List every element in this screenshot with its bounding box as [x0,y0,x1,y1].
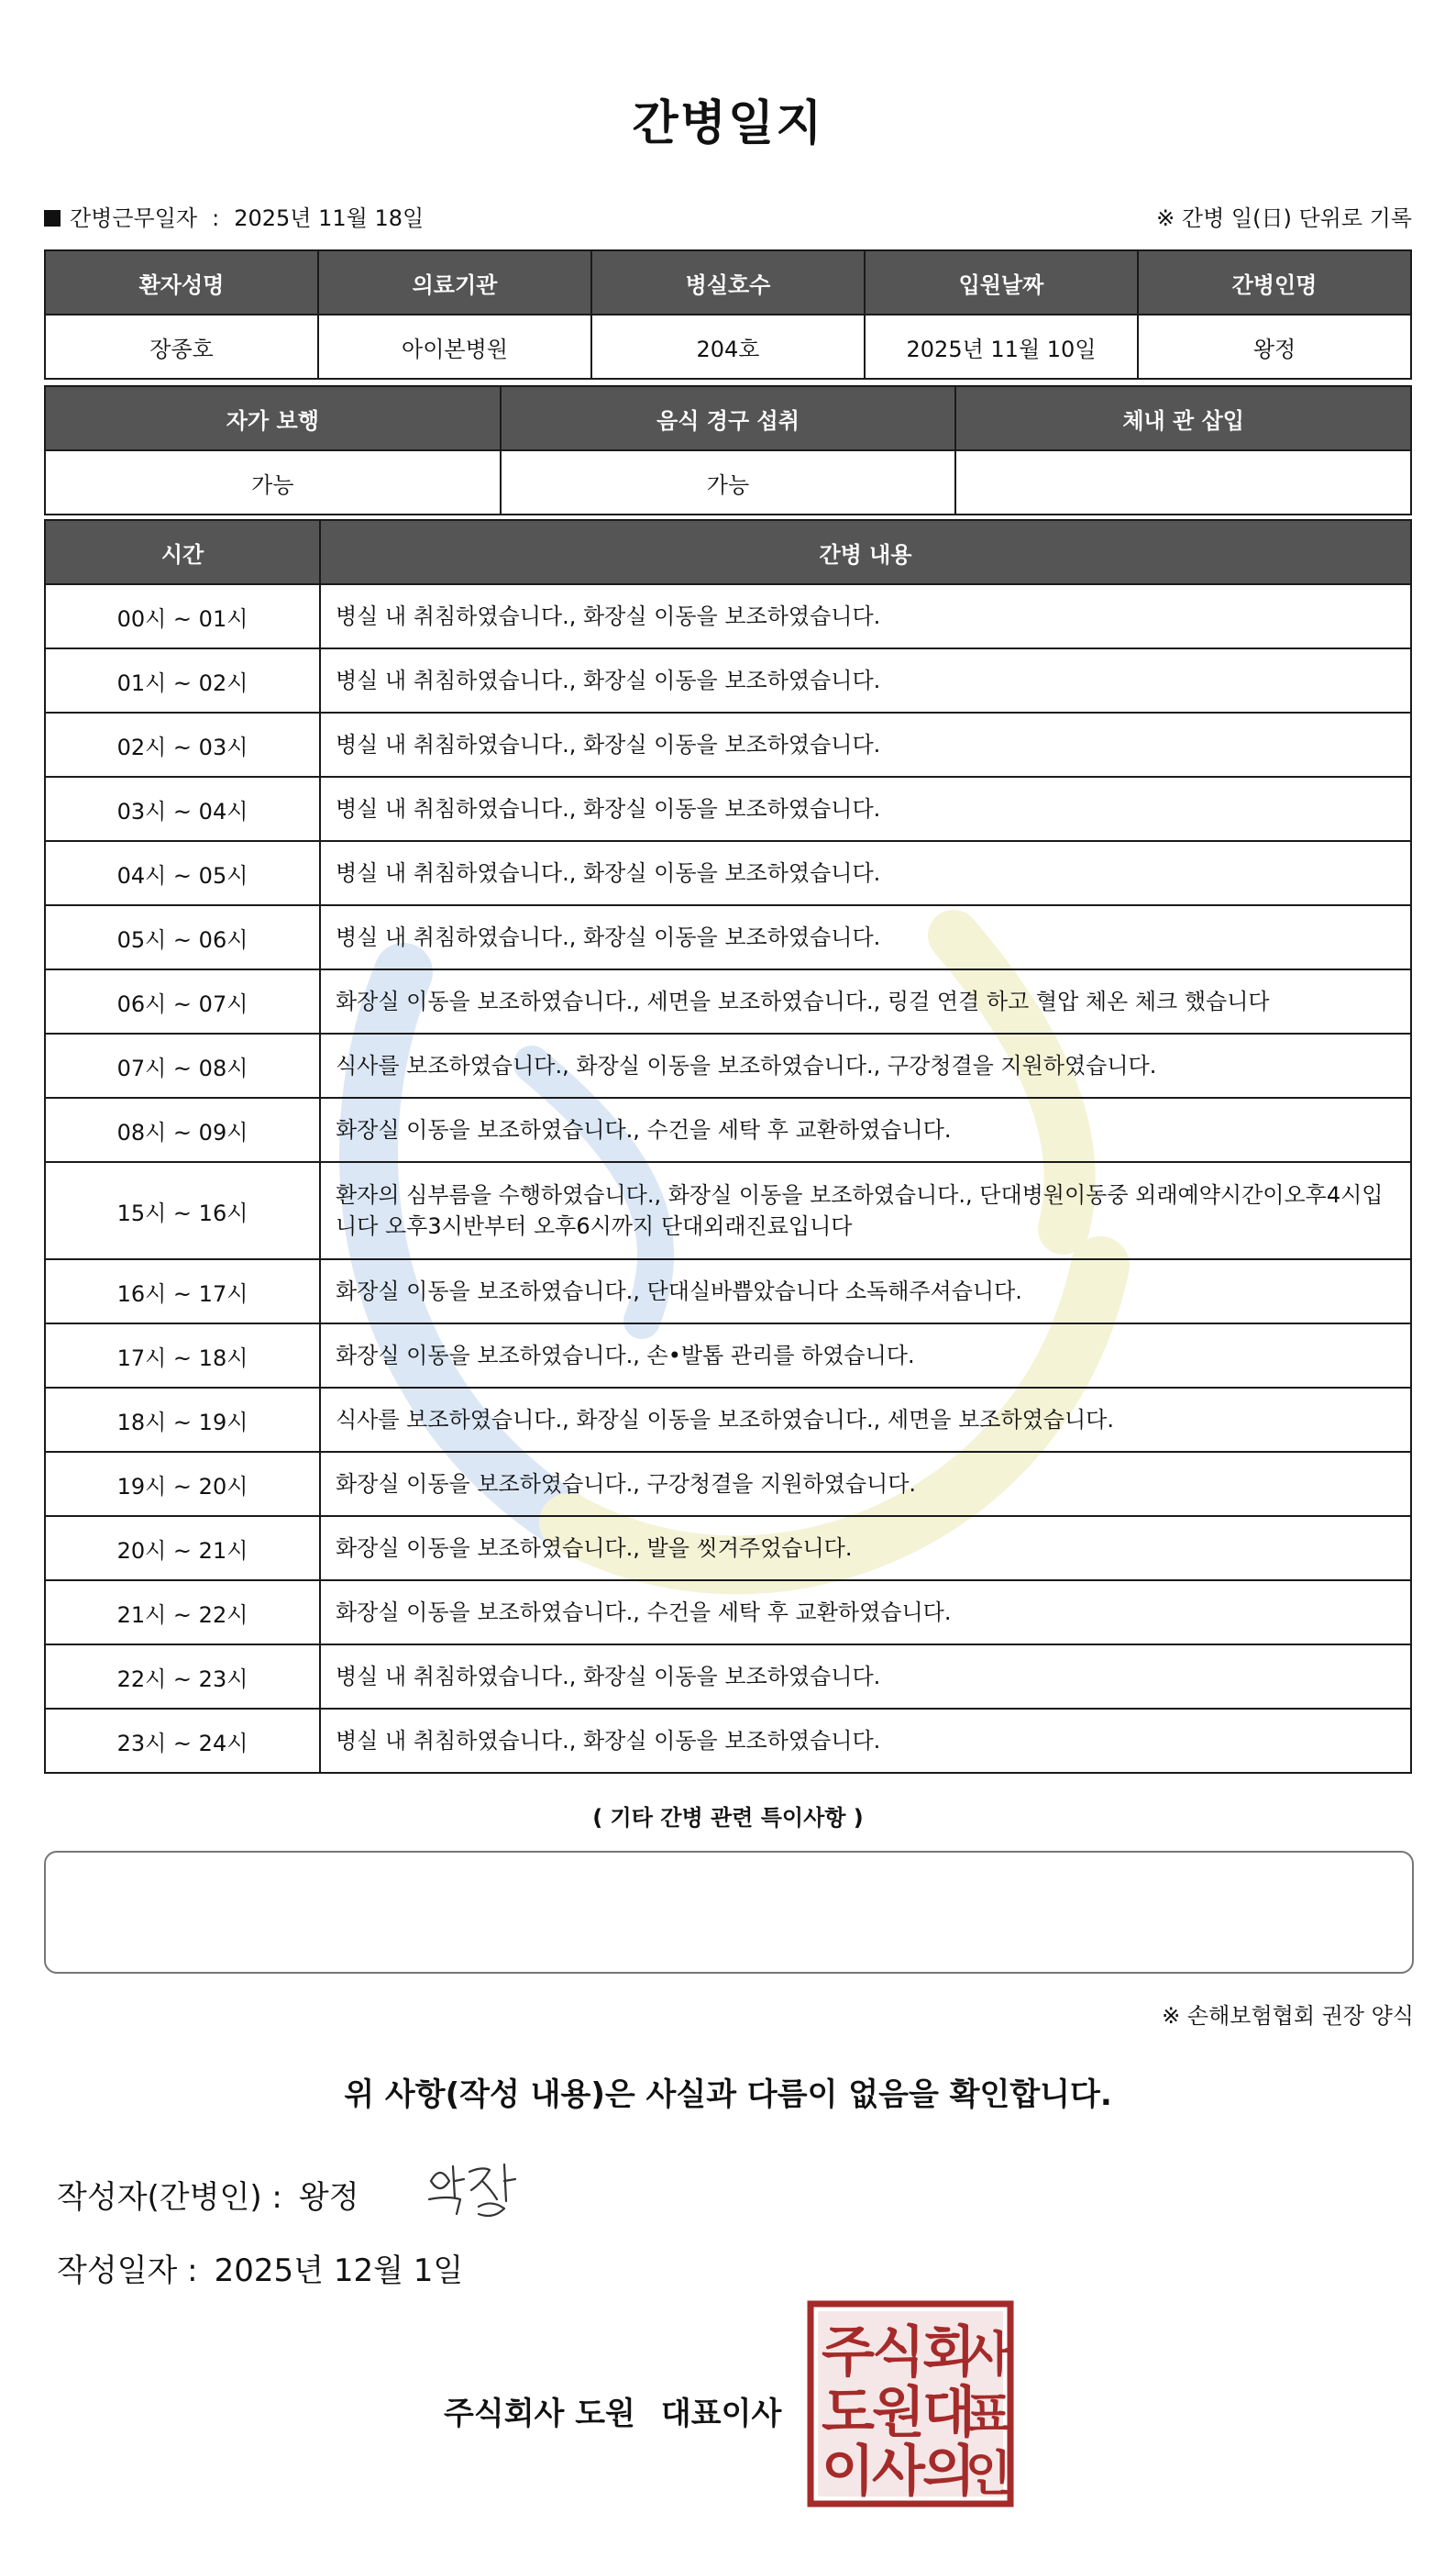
company-seal-stamp [807,2300,1014,2507]
log-time: 01시 ~ 02시 [45,648,320,713]
svg-text:사: 사 [872,2440,925,2504]
written-date-label: 작성일자 : [57,2253,198,2289]
hospital-name: 아이본병원 [318,315,591,379]
log-time: 21시 ~ 22시 [45,1580,320,1644]
table-row [45,777,1411,841]
log-time: 03시 ~ 04시 [45,777,320,841]
table-row [45,905,1411,969]
log-time: 05시 ~ 06시 [45,905,320,969]
log-time: 06시 ~ 07시 [45,969,320,1034]
svg-text:의: 의 [922,2440,976,2504]
svg-text:도: 도 [822,2381,875,2445]
log-content: 병실 내 취침하였습니다., 화장실 이동을 보조하였습니다. [320,777,1411,841]
log-time: 16시 ~ 17시 [45,1259,320,1323]
log-content: 병실 내 취침하였습니다., 화장실 이동을 보조하였습니다. [320,584,1411,648]
log-time: 04시 ~ 05시 [45,841,320,905]
company-signature-line [444,2388,781,2433]
header-room-number: 병실호수 [591,250,865,315]
table-row [45,969,1411,1034]
header-time: 시간 [45,520,320,584]
svg-text:식: 식 [872,2320,925,2385]
work-date-label: 간병근무일자 [70,205,198,231]
table-row [45,1452,1411,1516]
table-row [45,1098,1411,1162]
log-content: 화장실 이동을 보조하였습니다., 세면을 보조하였습니다., 링걸 연결 하고 혈압 체온 체크 했습니다 [320,969,1411,1034]
table-row [45,1259,1411,1323]
log-content: 환자의 심부름을 수행하였습니다., 화장실 이동을 보조하였습니다., 단대병원이동중 외래예약시간이오후4시입니다 오후3시반부터 오후6시까지 단대외래진료입니다 [320,1162,1411,1259]
record-unit-note: ※ 간병 일(日) 단위로 기록 [1156,205,1412,231]
log-time: 17시 ~ 18시 [45,1323,320,1388]
header-care-content: 간병 내용 [320,520,1411,584]
admission-date: 2025년 11월 10일 [865,315,1138,379]
care-log-body [45,584,1411,1773]
confirmation-statement: 위 사항(작성 내용)은 사실과 다름이 없음을 확인합니다. [344,2076,1112,2113]
log-time: 02시 ~ 03시 [45,713,320,777]
log-time: 22시 ~ 23시 [45,1644,320,1709]
log-content: 화장실 이동을 보조하였습니다., 수건을 세탁 후 교환하였습니다. [320,1580,1411,1644]
table-row [45,713,1411,777]
log-content: 화장실 이동을 보조하였습니다., 손•발톱 관리를 하였습니다. [320,1323,1411,1388]
patient-name: 장종호 [45,315,318,379]
table-row [45,1644,1411,1709]
log-content: 병실 내 취침하였습니다., 화장실 이동을 보조하였습니다. [320,905,1411,969]
table-row [45,841,1411,905]
log-content: 식사를 보조하였습니다., 화장실 이동을 보조하였습니다., 세면을 보조하였습니다. [320,1388,1411,1452]
representative-title: 대표이사 [660,2396,782,2432]
log-content: 병실 내 취침하였습니다., 화장실 이동을 보조하였습니다. [320,841,1411,905]
patient-info-table [44,249,1412,380]
separator: : [212,205,220,231]
log-time: 20시 ~ 21시 [45,1516,320,1580]
self-walking-value: 가능 [45,450,501,515]
table-row [45,1516,1411,1580]
log-time: 23시 ~ 24시 [45,1709,320,1773]
writer-name: 왕정 [298,2179,359,2216]
log-content: 화장실 이동을 보조하였습니다., 수건을 세탁 후 교환하였습니다. [320,1098,1411,1162]
table-row [45,1323,1411,1388]
page-title: 간병일지 [632,96,824,151]
table-row [45,584,1411,648]
header-hospital: 의료기관 [318,250,591,315]
log-content: 병실 내 취침하였습니다., 화장실 이동을 보조하였습니다. [320,713,1411,777]
header-admission-date: 입원날짜 [865,250,1138,315]
table-row [45,1580,1411,1644]
svg-text:주: 주 [822,2320,875,2385]
patient-status-table [44,385,1412,515]
special-notes-label: ( 기타 간병 관련 특이사항 ) [592,1805,864,1831]
header-oral-intake: 음식 경구 섭취 [501,386,956,450]
tube-insertion-value [955,450,1411,515]
square-bullet-icon [44,210,61,227]
table-row [45,1709,1411,1773]
log-content: 병실 내 취침하였습니다., 화장실 이동을 보조하였습니다. [320,1709,1411,1773]
table-row [45,1162,1411,1259]
svg-text:이: 이 [822,2440,875,2504]
special-notes-box [44,1851,1414,1974]
svg-text:표: 표 [965,2388,1012,2443]
svg-text:원: 원 [872,2381,925,2445]
header-caregiver-name: 간병인명 [1138,250,1411,315]
table-row [45,1034,1411,1098]
caregiver-name: 왕정 [1138,315,1411,379]
header-tube-insertion: 체내 관 삽입 [955,386,1411,450]
svg-text:인: 인 [965,2447,1012,2502]
log-time: 19시 ~ 20시 [45,1452,320,1516]
company-name: 주식회사 도원 [444,2396,635,2432]
log-content: 병실 내 취침하였습니다., 화장실 이동을 보조하였습니다. [320,1644,1411,1709]
care-log-table [44,519,1412,1774]
written-date-row [57,2245,463,2290]
written-date-value: 2025년 12월 1일 [214,2253,464,2289]
log-time: 08시 ~ 09시 [45,1098,320,1162]
header-self-walking: 자가 보행 [45,386,501,450]
log-content: 화장실 이동을 보조하였습니다., 발을 씻겨주었습니다. [320,1516,1411,1580]
work-date-value: 2025년 11월 18일 [234,205,425,231]
log-content: 병실 내 취침하였습니다., 화장실 이동을 보조하였습니다. [320,648,1411,713]
writer-row [57,2172,359,2217]
handwritten-signature [422,2153,532,2227]
svg-text:대: 대 [922,2381,976,2445]
svg-text:사: 사 [965,2328,1012,2383]
log-time: 18시 ~ 19시 [45,1388,320,1452]
log-content: 식사를 보조하였습니다., 화장실 이동을 보조하였습니다., 구강청결을 지원하였습니다. [320,1034,1411,1098]
table-row [45,648,1411,713]
log-time: 00시 ~ 01시 [45,584,320,648]
log-content: 화장실 이동을 보조하였습니다., 단대실바쁩았습니다 소독해주셔습니다. [320,1259,1411,1323]
oral-intake-value: 가능 [501,450,956,515]
recommended-form-note: ※ 손해보험협회 권장 양식 [1162,2003,1414,2029]
table-row [45,1388,1411,1452]
writer-label: 작성자(간병인) : [57,2179,282,2216]
header-patient-name: 환자성명 [45,250,318,315]
room-number: 204호 [591,315,865,379]
log-time: 07시 ~ 08시 [45,1034,320,1098]
log-time: 15시 ~ 16시 [45,1162,320,1259]
svg-text:회: 회 [922,2320,976,2385]
log-content: 화장실 이동을 보조하였습니다., 구강청결을 지원하였습니다. [320,1452,1411,1516]
